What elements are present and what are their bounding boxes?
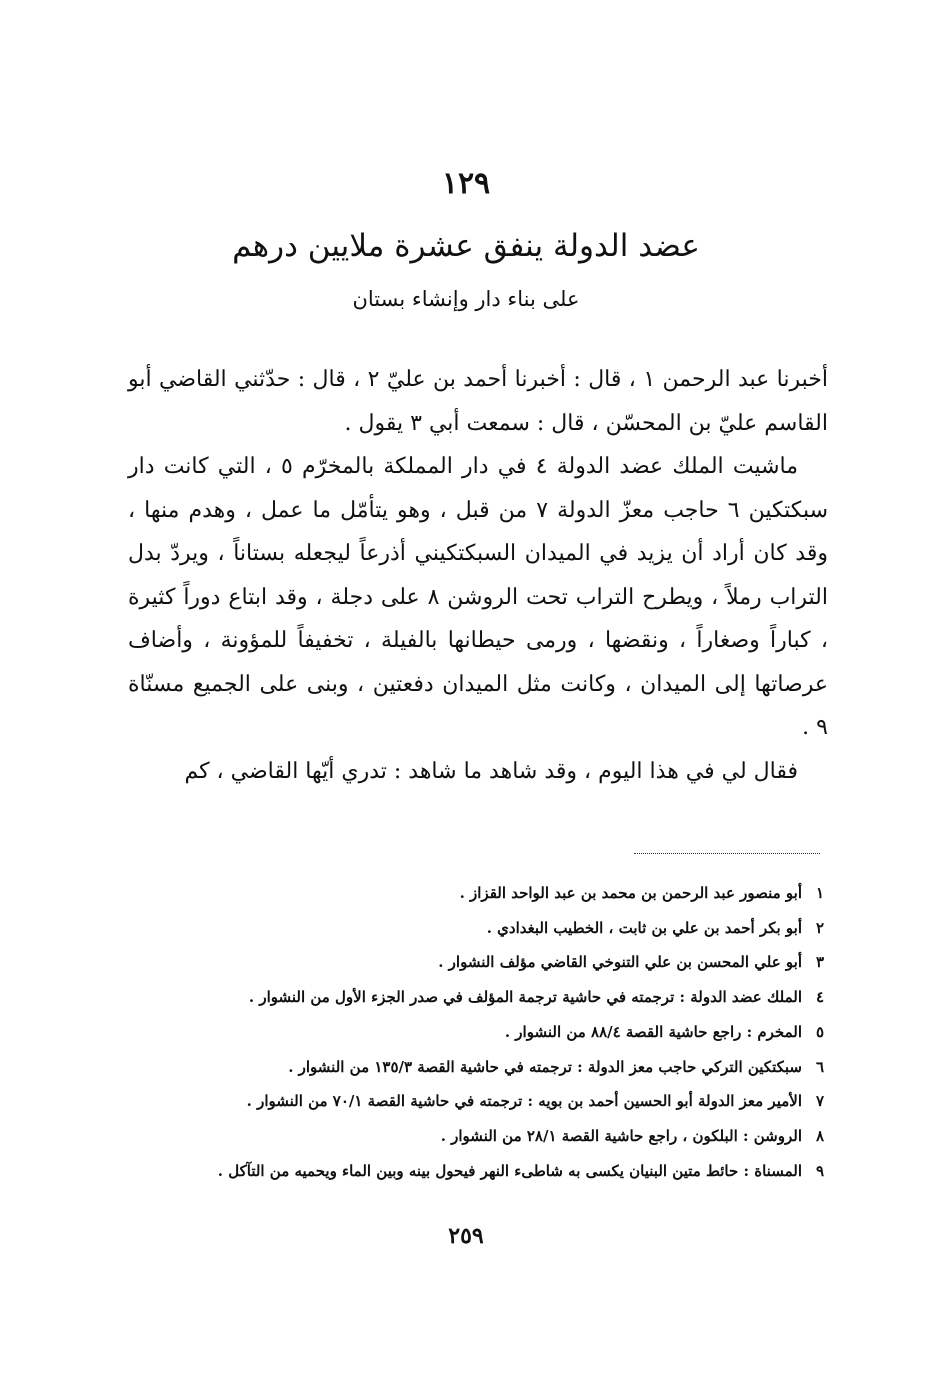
- paragraph-dialogue: فقال لي في هذا اليوم ، وقد شاهد ما شاهد : تدري أيّها القاضي ، كم: [184, 758, 798, 784]
- footnote-item: [134, 1084, 824, 1119]
- page-subtitle: على بناء دار وإنشاء بستان: [352, 287, 580, 311]
- footnote-text: الأمير معز الدولة أبو الحسين أحمد بن بويه : ترجمته في حاشية القصة ٧٠/١ من النشوار .: [246, 1092, 802, 1111]
- footnote-number: ٦: [815, 1057, 824, 1076]
- paragraph-isnad: أخبرنا عبد الرحمن ١ ، قال : أخبرنا أحمد بن عليّ ٢ ، قال : حدّثني القاضي أبو القاسم عليّ بن المحسّن ، قال : سمعت أبي ٣ يقول .: [128, 367, 828, 436]
- footnote-text: سبكتكين التركي حاجب معز الدولة : ترجمته في حاشية القصة ١٣٥/٣ من النشوار .: [288, 1057, 802, 1076]
- footnote-number: ٢: [815, 918, 824, 937]
- footnote-text: أبو علي المحسن بن علي التنوخي القاضي مؤلف النشوار .: [438, 953, 802, 972]
- footnote-item: [134, 1015, 824, 1050]
- footnote-number: ٣: [815, 953, 824, 972]
- footnote-text: المخرم : راجع حاشية القصة ٨٨/٤ من النشوار .: [504, 1022, 802, 1041]
- footnote-number: ٩: [815, 1161, 824, 1180]
- footnote-text: الملك عضد الدولة : ترجمته في حاشية ترجمة المؤلف في صدر الجزء الأول من النشوار .: [248, 988, 802, 1007]
- page-number: ٢٥٩: [448, 1223, 484, 1249]
- footnote-number: ١: [815, 884, 824, 902]
- footnote-item: [134, 1050, 824, 1085]
- footnote-item: [134, 945, 824, 980]
- footnote-item: [134, 1119, 824, 1154]
- paragraph-narrative: ماشيت الملك عضد الدولة ٤ في دار المملكة بالمخرّم ٥ ، التي كانت دار سبكتكين ٦ حاجب معزّ الدولة ٧ من قبل ، وهو يتأمّل ما عمل ، وهدم منها ، وقد كان أراد أن يزيد في الميدان السبكتكيني أذرعاً ليجعله بستاناً ، ويردّ بدل التراب رملاً ، ويطرح التراب تحت الروشن ٨ على دجلة ، وقد ابتاع دوراً كثيرة ، كباراً وصغاراً ، ونقضها ، ورمى حيطانها بالفيلة ، تخفيفاً للمؤونة ، وأضاف عرصاتها إلى الميدان ، وكانت مثل الميدان دفعتين ، وبنى على الجميع مسنّاة ٩ .: [128, 454, 829, 740]
- story-number: ١٢٩: [441, 166, 491, 201]
- footnote-item: [134, 980, 824, 1015]
- footnote-divider: [634, 853, 820, 854]
- footnote-item: [134, 876, 824, 911]
- footnote-number: ٨: [815, 1126, 824, 1145]
- footnote-number: ٤: [815, 988, 824, 1007]
- footnote-number: ٥: [815, 1022, 824, 1041]
- footnote-text: أبو بكر أحمد بن علي بن ثابت ، الخطيب البغدادي .: [486, 918, 802, 937]
- page-title: عضد الدولة ينفق عشرة ملايين درهم: [232, 228, 700, 264]
- footnote-item: [134, 1154, 824, 1189]
- body-text: [128, 358, 828, 793]
- footnote-number: ٧: [815, 1092, 824, 1111]
- footnote-text: أبو منصور عبد الرحمن بن محمد بن عبد الواحد القزاز .: [459, 884, 802, 902]
- footnotes: [134, 876, 824, 1188]
- footnote-text: الروشن : البلكون ، راجع حاشية القصة ٢٨/١ من النشوار .: [440, 1126, 802, 1145]
- footnote-item: [134, 911, 824, 946]
- footnote-text: المسناة : حائط متين البنيان يكسى به شاطىء النهر فيحول بينه وبين الماء ويحميه من التآكل .: [217, 1161, 802, 1180]
